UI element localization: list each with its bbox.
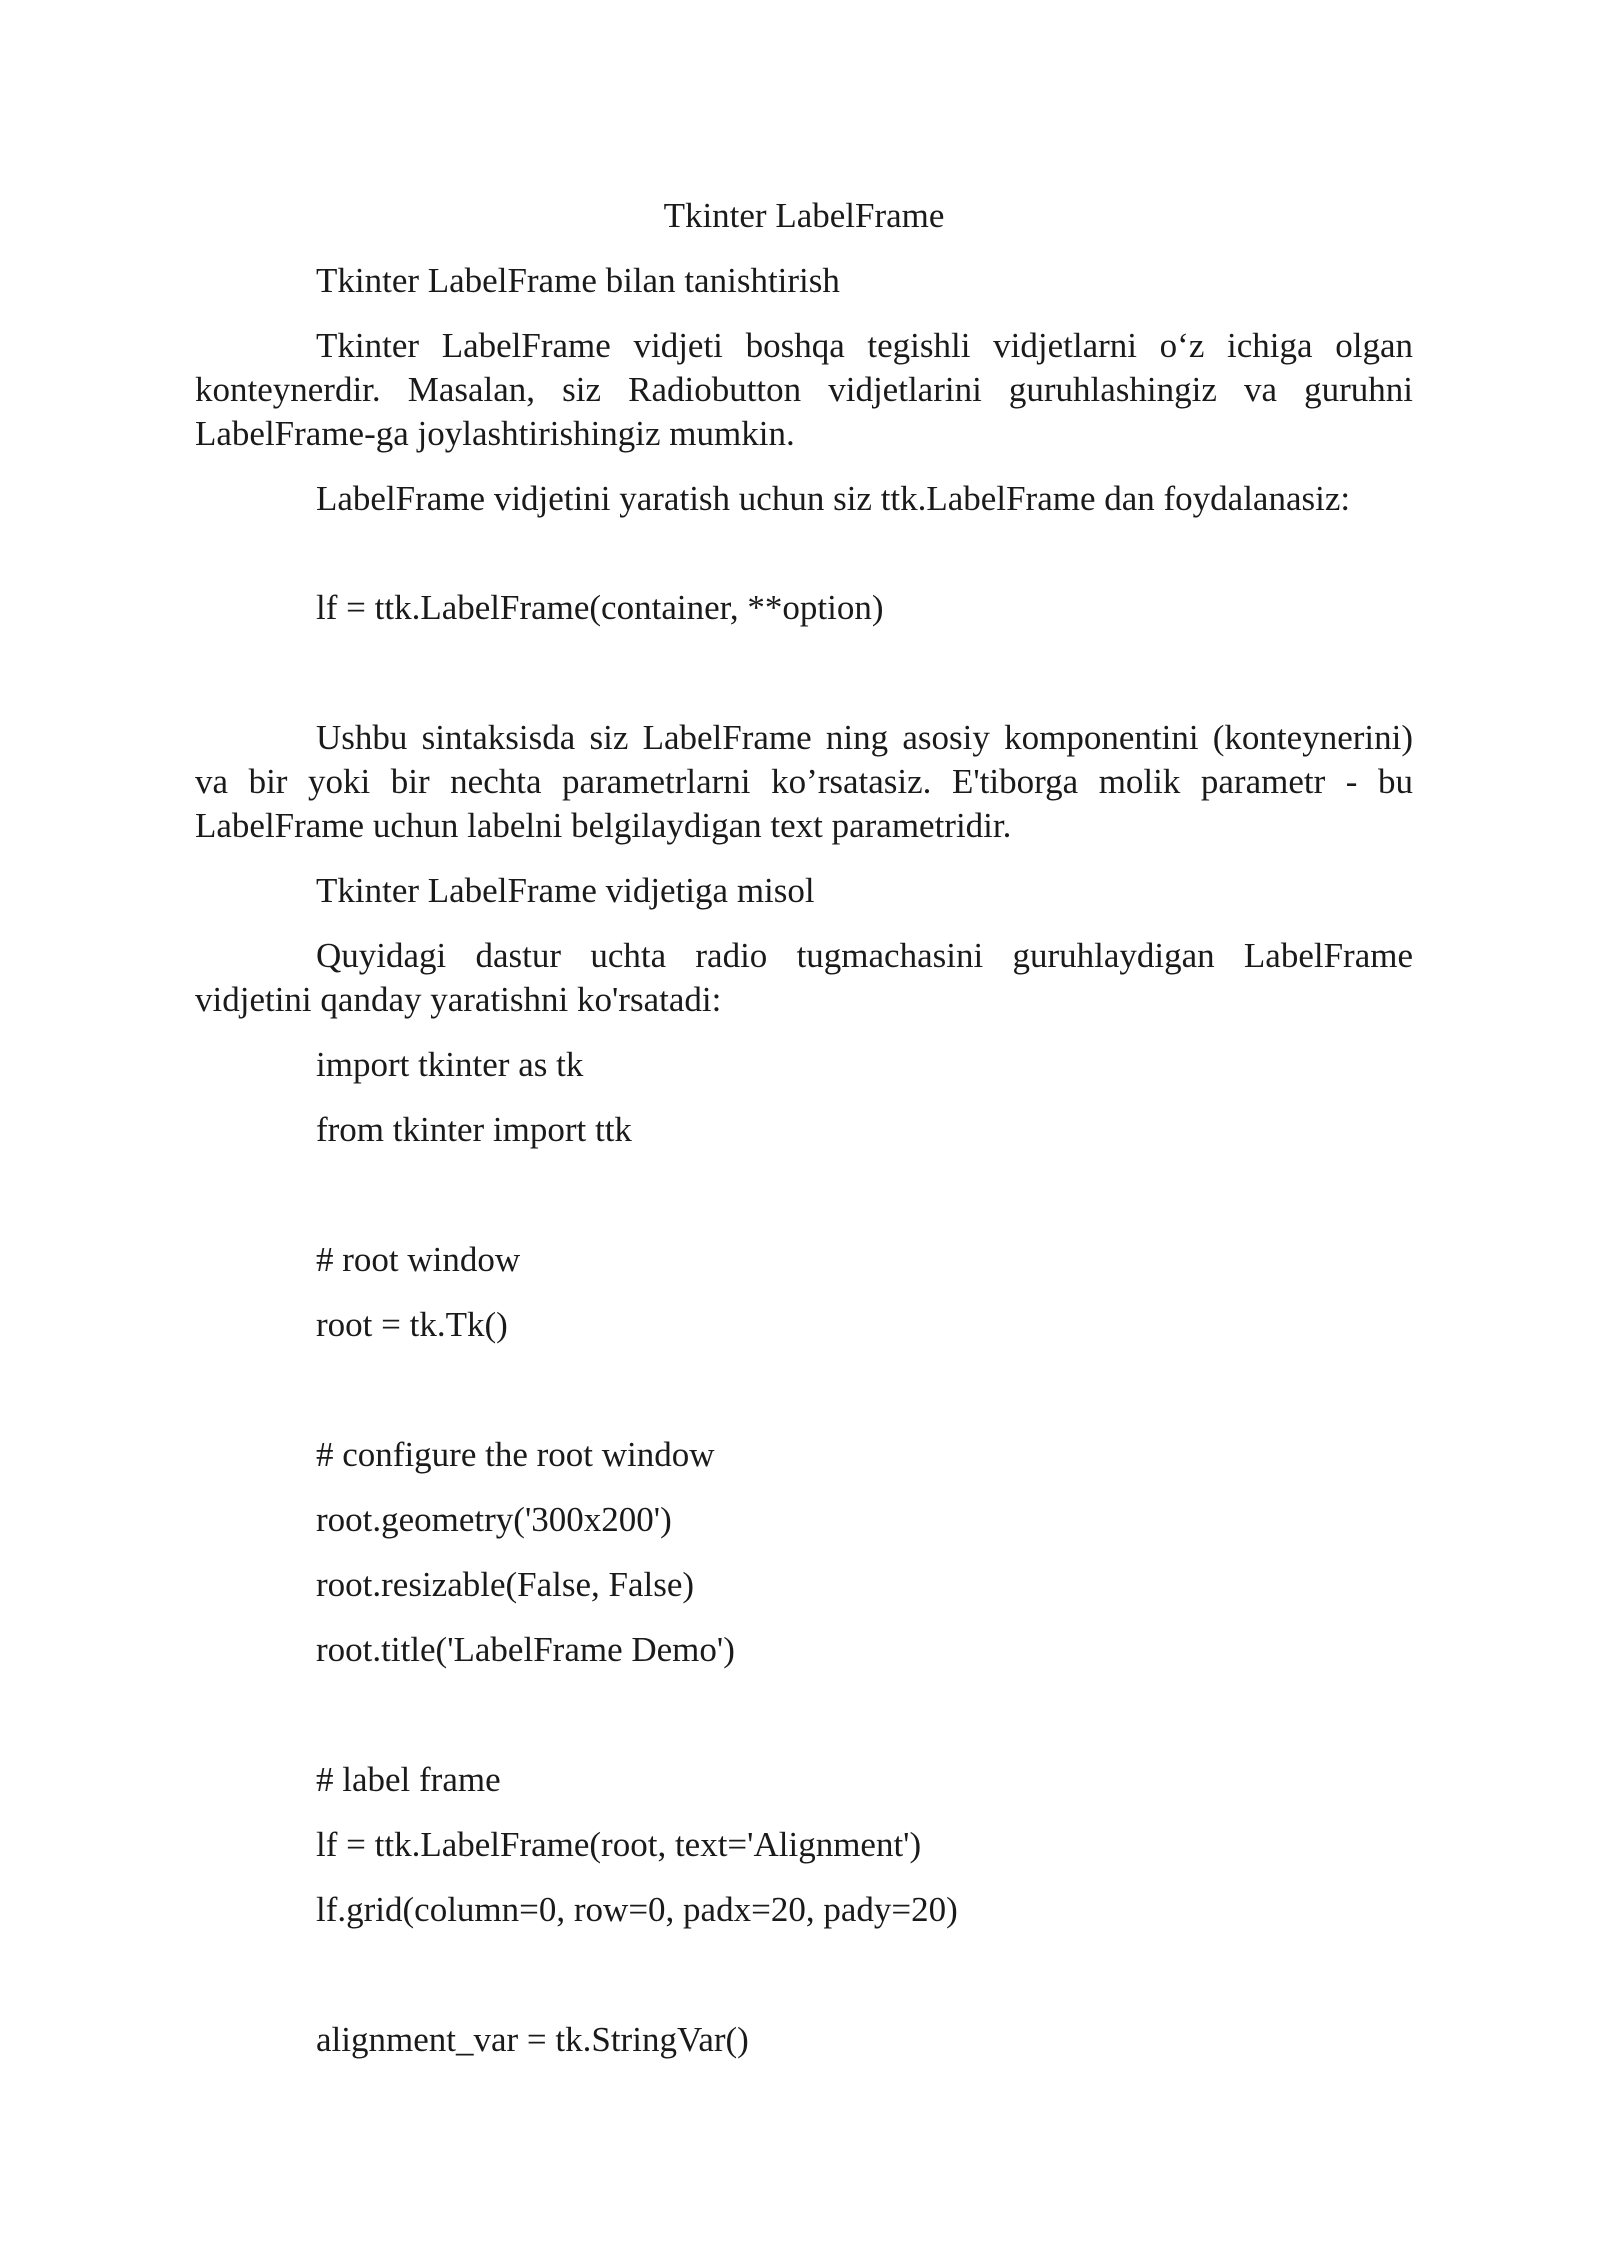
code-line: lf = ttk.LabelFrame(root, text='Alignment') (316, 1825, 922, 1864)
paragraph-example: Quyidagi dastur uchta radio tugmachasini guruhlaydigan LabelFrame vidjetini qanday yaratishni ko'rsatadi: (195, 936, 1413, 1019)
code-line: root.title('LabelFrame Demo') (316, 1630, 735, 1669)
paragraph-syntax: Ushbu sintaksisda siz LabelFrame ning asosiy komponentini (konteynerini) va bir yoki bir nechta parametrlarni ko’rsatasiz. E'tiborga molik parametr - bu LabelFrame uchun labelni belgilaydigan text parametridir. (195, 718, 1413, 845)
code-line: root.resizable(False, False) (316, 1565, 695, 1604)
intro-heading: Tkinter LabelFrame bilan tanishtirish (316, 261, 840, 300)
code-line: root = tk.Tk() (316, 1305, 508, 1344)
code-line: alignment_var = tk.StringVar() (316, 2020, 749, 2059)
code-comment: # root window (316, 1240, 521, 1279)
code-comment: # label frame (316, 1760, 501, 1799)
paragraph-intro: Tkinter LabelFrame vidjeti boshqa tegishli vidjetlarni o‘z ichiga olgan konteynerdir. Masalan, siz Radiobutton vidjetlarini guruhlashingiz va guruhni LabelFrame-ga joylashtirishingiz mumkin. (195, 326, 1413, 453)
document-title: Tkinter LabelFrame (663, 196, 945, 235)
code-line: lf.grid(column=0, row=0, padx=20, pady=20) (316, 1890, 958, 1929)
code-line: from tkinter import ttk (316, 1110, 632, 1149)
code-line: import tkinter as tk (316, 1045, 584, 1084)
example-heading: Tkinter LabelFrame vidjetiga misol (316, 871, 815, 910)
paragraph-create: LabelFrame vidjetini yaratish uchun siz ttk.LabelFrame dan foydalanasiz: (316, 479, 1351, 518)
code-line: root.geometry('300x200') (316, 1500, 672, 1539)
code-comment: # configure the root window (316, 1435, 715, 1474)
syntax-code-line: lf = ttk.LabelFrame(container, **option) (316, 588, 884, 627)
